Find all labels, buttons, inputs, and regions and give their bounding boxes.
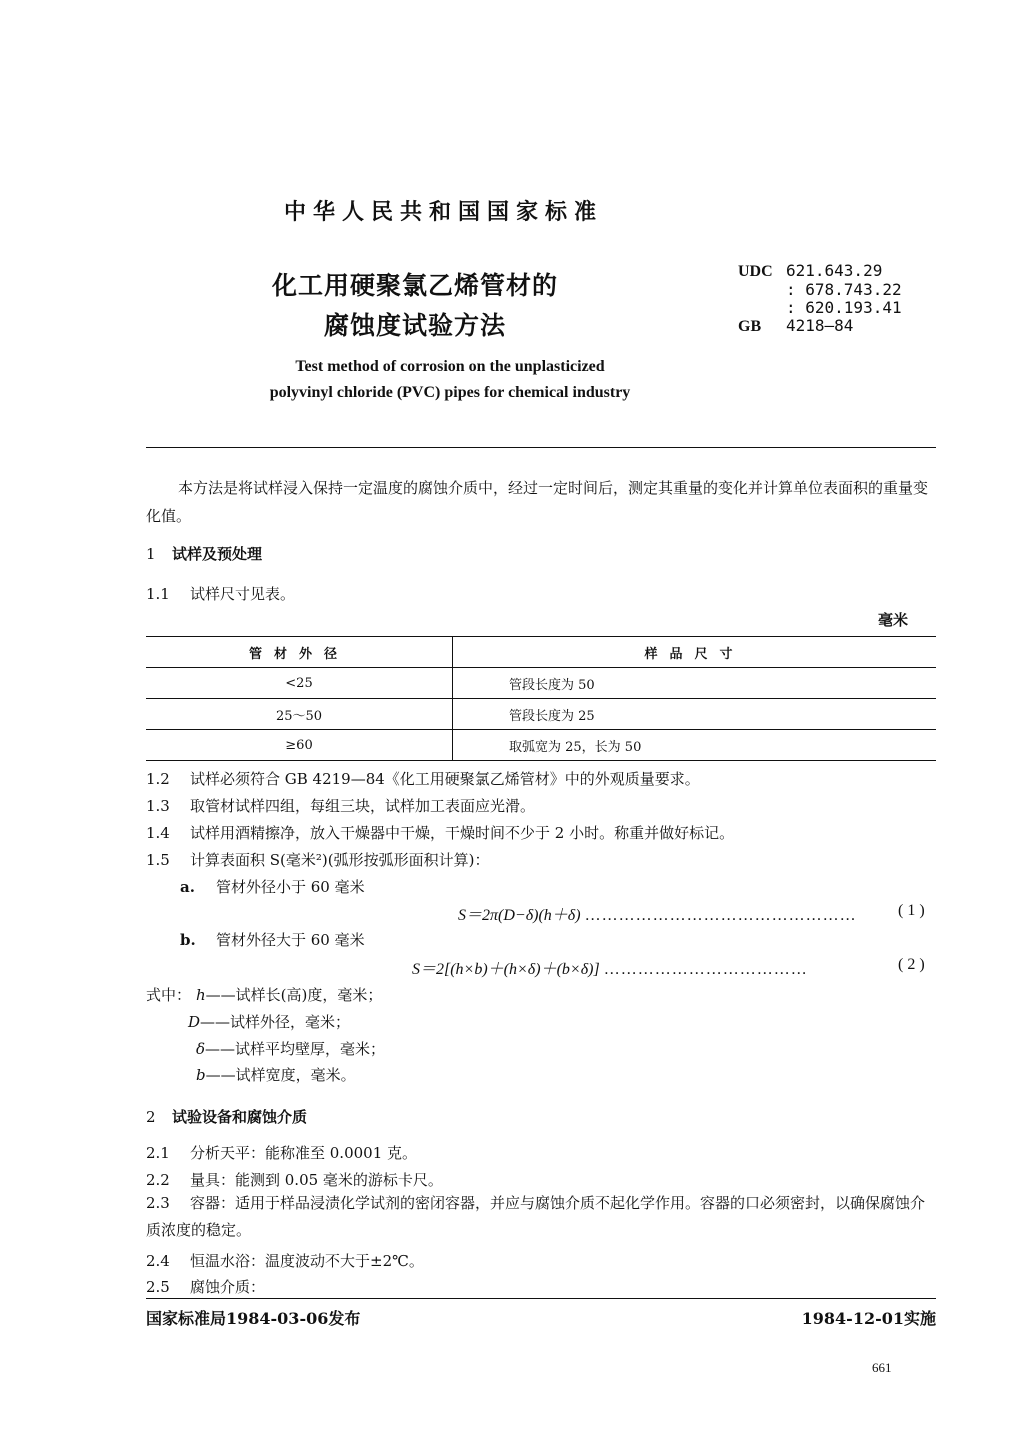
item-number: 2.1	[146, 1144, 170, 1162]
sub-item-text: 管材外径小于 60 毫米	[216, 878, 365, 896]
item-number: 1.2	[146, 770, 170, 788]
sub-item-label: b.	[180, 931, 196, 949]
symbol: b	[196, 1066, 206, 1084]
item-number: 1.1	[146, 585, 170, 603]
sub-item-b	[180, 929, 365, 950]
item-number: 2.3	[146, 1194, 170, 1212]
item-text: 分析天平：能称准至 0.0001 克。	[190, 1144, 418, 1162]
item-number: 1.5	[146, 851, 170, 869]
item-text: 取管材试样四组，每组三块，试样加工表面应光滑。	[190, 797, 536, 815]
page-number: 661	[872, 1360, 892, 1375]
item-number: 1.3	[146, 797, 170, 815]
udc-block	[738, 262, 902, 336]
symbol: h	[196, 986, 206, 1004]
formula-2-number: ( 2 )	[898, 956, 925, 973]
title-line-1: 化工用硬聚氯乙烯管材的	[271, 271, 558, 300]
unit-label: 毫米	[878, 611, 909, 629]
formula-2	[412, 956, 808, 979]
gb-label: GB	[738, 318, 762, 335]
effective-date: 1984-12-01实施	[801, 1309, 936, 1328]
symbol-desc: ——试样外径，毫米；	[200, 1013, 351, 1031]
item-2-1	[146, 1142, 417, 1163]
symbol-desc: ——试样宽度，毫米。	[205, 1066, 356, 1084]
formula-1-number: ( 1 )	[898, 902, 925, 919]
symbol: δ	[196, 1040, 206, 1058]
table-header-outer-diameter: 管材外径	[146, 637, 453, 668]
english-title-line-2: polyvinyl chloride (PVC) pipes for chemical industry	[269, 384, 631, 401]
formula-1	[458, 902, 857, 925]
item-1-4	[146, 822, 734, 843]
table-row	[146, 730, 936, 761]
formula-2-expression: S＝2[(h×b)＋(h×δ)＋(b×δ)]	[412, 961, 600, 978]
udc-code-1: 621.643.29	[786, 261, 883, 280]
where-line	[196, 1038, 385, 1059]
item-number: 1.4	[146, 824, 170, 842]
item-2-2	[146, 1169, 443, 1190]
section-2-heading	[146, 1106, 307, 1127]
sample-size-table	[146, 636, 936, 761]
udc-code-2: : 678.743.22	[786, 280, 902, 299]
table-cell: 取弧宽为 25，长为 50	[453, 730, 937, 761]
where-line	[188, 1011, 350, 1032]
table-cell: 管段长度为 50	[453, 668, 937, 699]
item-1-3	[146, 795, 535, 816]
english-title-line-1: Test method of corrosion on the unplasticized	[295, 358, 605, 375]
item-text: 腐蚀介质：	[190, 1278, 266, 1296]
table-cell: ≥60	[146, 730, 453, 761]
section-2-number: 2	[146, 1108, 156, 1126]
footer-divider	[146, 1298, 936, 1299]
where-line	[196, 984, 382, 1005]
section-1-number: 1	[146, 545, 156, 563]
title-line-2: 腐蚀度试验方法	[323, 311, 506, 340]
gb-number: 4218—84	[786, 316, 854, 335]
item-text: 试样用酒精擦净，放入干燥器中干燥，干燥时间不少于 2 小时。称重并做好标记。	[190, 824, 735, 842]
sub-item-a	[180, 876, 365, 897]
item-text: 试样必须符合 GB 4219—84《化工用硬聚氯乙烯管材》中的外观质量要求。	[190, 770, 700, 788]
table-row	[146, 699, 936, 730]
formula-1-expression: S＝2π(D−δ)(h＋δ)	[458, 907, 581, 924]
item-text: 容器：适用于样品浸渍化学试剂的密闭容器，并应与腐蚀介质不起化学作用。容器的口必须密封，以确保腐蚀介质浓度的稳定。	[146, 1194, 926, 1239]
section-2-title: 试验设备和腐蚀介质	[172, 1108, 308, 1126]
item-2-3	[146, 1190, 936, 1244]
table-row	[146, 668, 936, 699]
standard-type-heading: 中华人民共和国国家标准	[283, 199, 603, 225]
where-label: 式中：	[146, 986, 192, 1004]
symbol: D	[188, 1013, 201, 1031]
issued-date: 国家标准局1984-03-06发布	[146, 1309, 361, 1328]
symbol-desc: ——试样长(高)度，毫米；	[205, 986, 383, 1004]
udc-label: UDC	[738, 263, 773, 280]
item-number: 2.2	[146, 1171, 170, 1189]
udc-code-3: : 620.193.41	[786, 298, 902, 317]
item-number: 2.5	[146, 1278, 170, 1296]
item-1-1	[146, 583, 295, 604]
item-1-5	[146, 849, 489, 870]
table-cell: 25～50	[146, 699, 453, 730]
intro-paragraph: 本方法是将试样浸入保持一定温度的腐蚀介质中，经过一定时间后，测定其重量的变化并计算单位表面积的重量变化值。	[146, 479, 929, 525]
item-2-4	[146, 1250, 424, 1271]
header-divider	[146, 447, 936, 448]
section-1-heading	[146, 543, 262, 564]
table-header-sample-size: 样品尺寸	[453, 637, 937, 668]
sub-item-text: 管材外径大于 60 毫米	[216, 931, 365, 949]
item-text: 量具：能测到 0.05 毫米的游标卡尺。	[190, 1171, 443, 1189]
item-2-5	[146, 1276, 265, 1297]
table-cell: 管段长度为 25	[453, 699, 937, 730]
where-line	[196, 1064, 356, 1085]
item-text: 试样尺寸见表。	[190, 585, 296, 603]
formula-leader-dots: ………………………………	[603, 961, 808, 978]
section-1-title: 试样及预处理	[172, 545, 263, 563]
formula-leader-dots: …………………………………………	[584, 907, 857, 924]
item-text: 恒温水浴：温度波动不大于±2℃。	[190, 1252, 424, 1270]
table-header-row	[146, 637, 936, 668]
symbol-desc: ——试样平均壁厚，毫米；	[205, 1040, 386, 1058]
table-cell: <25	[146, 668, 453, 699]
item-1-2	[146, 768, 700, 789]
sub-item-label: a.	[180, 878, 195, 896]
item-number: 2.4	[146, 1252, 170, 1270]
item-text: 计算表面积 S(毫米²)(弧形按弧形面积计算)：	[190, 851, 490, 869]
